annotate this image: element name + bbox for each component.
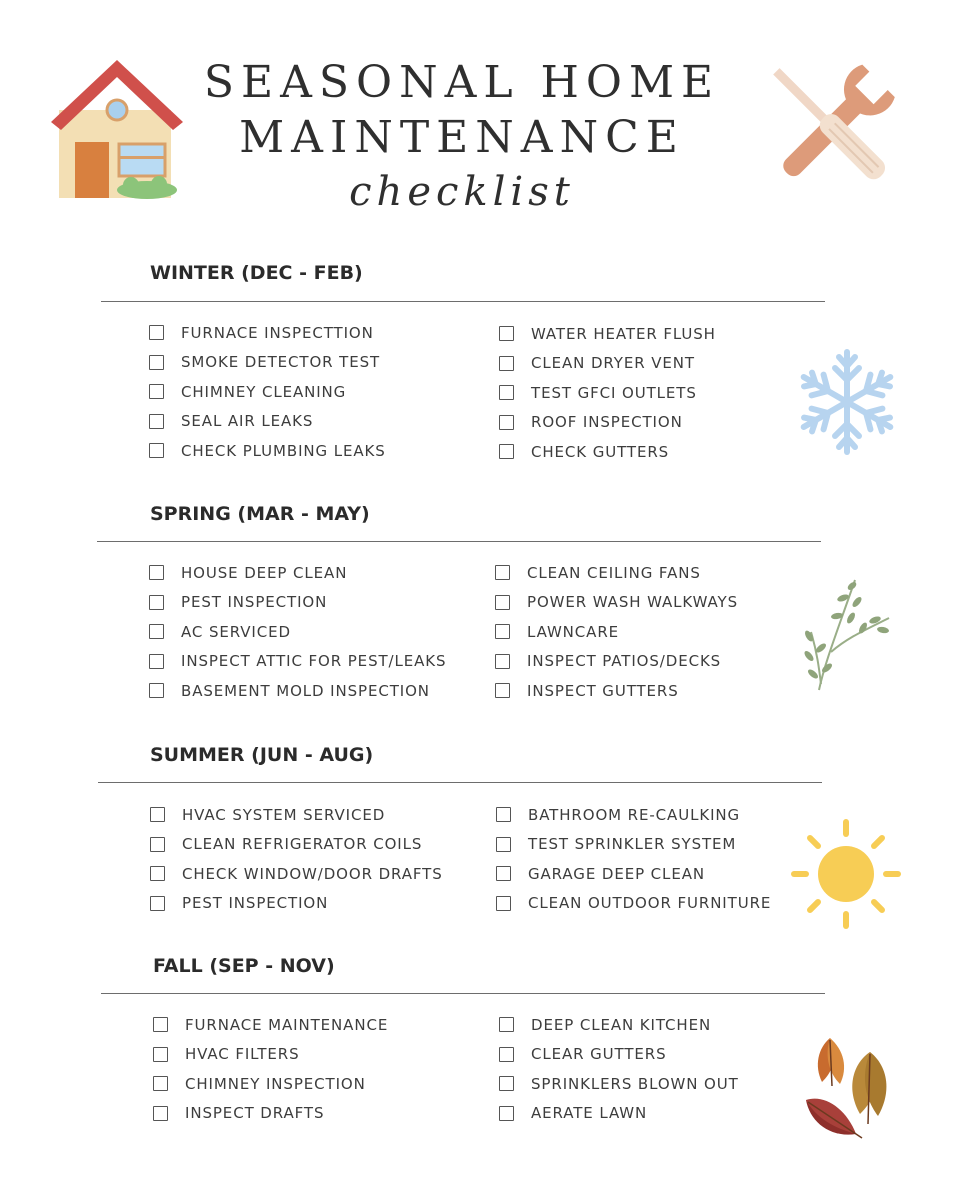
- checklist-item: [149, 407, 386, 437]
- checklist-column-left: [149, 318, 386, 466]
- checkbox[interactable]: [149, 624, 164, 639]
- item-label: CLEAN REFRIGERATOR COILS: [182, 835, 423, 854]
- checklist-item: [495, 676, 738, 706]
- item-label: CHECK GUTTERS: [531, 442, 670, 461]
- checkbox[interactable]: [499, 1106, 514, 1121]
- section-divider: [98, 782, 822, 783]
- checklist-item: [499, 349, 716, 379]
- snowflake-icon: [797, 347, 897, 457]
- checkbox[interactable]: [495, 683, 510, 698]
- checklist-item: [149, 676, 446, 706]
- checklist-item: [149, 647, 446, 677]
- checklist-column-right: [496, 800, 771, 918]
- checkbox[interactable]: [499, 326, 514, 341]
- checkbox[interactable]: [150, 807, 165, 822]
- checkbox[interactable]: [495, 624, 510, 639]
- checklist-item: [149, 377, 386, 407]
- checkbox[interactable]: [496, 866, 511, 881]
- section-divider: [97, 541, 821, 542]
- checkbox[interactable]: [153, 1017, 168, 1032]
- checkbox[interactable]: [499, 444, 514, 459]
- checklist-column-left: [150, 800, 443, 918]
- checklist-item: [495, 558, 738, 588]
- checklist-item: [150, 800, 443, 830]
- checklist-item: [150, 889, 443, 919]
- checkbox[interactable]: [153, 1076, 168, 1091]
- item-label: INSPECT GUTTERS: [527, 681, 679, 700]
- checklist-item: [149, 588, 446, 618]
- item-label: CHIMNEY CLEANING: [181, 382, 347, 401]
- item-label: HOUSE DEEP CLEAN: [181, 563, 348, 582]
- item-label: INSPECT PATIOS/DECKS: [527, 652, 722, 671]
- item-label: BASEMENT MOLD INSPECTION: [181, 681, 430, 700]
- checklist-item: [495, 647, 738, 677]
- item-label: CLEAN DRYER VENT: [531, 354, 695, 373]
- title-subtitle: checklist: [349, 169, 575, 215]
- checkbox[interactable]: [496, 807, 511, 822]
- section-title: WINTER (DEC - FEB): [150, 262, 363, 284]
- checklist-item: [150, 830, 443, 860]
- checklist-item: [499, 408, 716, 438]
- checklist-item: [499, 1040, 739, 1070]
- checkbox[interactable]: [149, 414, 164, 429]
- item-label: HVAC FILTERS: [185, 1045, 300, 1064]
- item-label: POWER WASH WALKWAYS: [527, 593, 739, 612]
- title-line-2: MAINTENANCE: [239, 112, 685, 163]
- item-label: TEST SPRINKLER SYSTEM: [528, 835, 737, 854]
- section-title: FALL (SEP - NOV): [153, 955, 335, 977]
- checklist-item: [499, 1099, 739, 1129]
- item-label: INSPECT ATTIC FOR PEST/LEAKS: [181, 652, 447, 671]
- item-label: TEST GFCI OUTLETS: [531, 383, 697, 402]
- sun-icon: [790, 818, 902, 930]
- checklist-item: [496, 800, 771, 830]
- checklist-column-right: [499, 1010, 739, 1128]
- checkbox[interactable]: [150, 896, 165, 911]
- checkbox[interactable]: [149, 683, 164, 698]
- item-label: CHECK PLUMBING LEAKS: [181, 441, 386, 460]
- checklist-item: [496, 830, 771, 860]
- section-title: SPRING (MAR - MAY): [150, 503, 370, 525]
- item-label: SMOKE DETECTOR TEST: [181, 353, 381, 372]
- checklist-item: [499, 1069, 739, 1099]
- item-label: SPRINKLERS BLOWN OUT: [531, 1074, 739, 1093]
- checklist-item: [496, 889, 771, 919]
- checkbox[interactable]: [499, 1076, 514, 1091]
- checkbox[interactable]: [149, 595, 164, 610]
- section-title: SUMMER (JUN - AUG): [150, 744, 374, 766]
- checkbox[interactable]: [153, 1106, 168, 1121]
- checkbox[interactable]: [149, 355, 164, 370]
- checkbox[interactable]: [499, 1017, 514, 1032]
- checklist-item: [153, 1040, 388, 1070]
- checklist-column-right: [499, 319, 716, 467]
- item-label: AC SERVICED: [181, 622, 291, 641]
- checkbox[interactable]: [149, 565, 164, 580]
- leaf-sprig-icon: [797, 572, 897, 697]
- checkbox[interactable]: [499, 356, 514, 371]
- item-label: DEEP CLEAN KITCHEN: [531, 1015, 712, 1034]
- checkbox[interactable]: [149, 384, 164, 399]
- checkbox[interactable]: [149, 443, 164, 458]
- checkbox[interactable]: [496, 837, 511, 852]
- item-label: PEST INSPECTION: [181, 593, 328, 612]
- checkbox[interactable]: [495, 565, 510, 580]
- checklist-item: [150, 859, 443, 889]
- checkbox[interactable]: [150, 866, 165, 881]
- checklist-item: [496, 859, 771, 889]
- checklist-item: [499, 437, 716, 467]
- checklist-column-left: [153, 1010, 388, 1128]
- checkbox[interactable]: [495, 654, 510, 669]
- item-label: PEST INSPECTION: [182, 894, 329, 913]
- item-label: FURNACE INSPECTTION: [181, 323, 374, 342]
- checklist-item: [153, 1099, 388, 1129]
- checklist-item: [149, 436, 386, 466]
- checklist-item: [495, 588, 738, 618]
- item-label: CLEAN OUTDOOR FURNITURE: [528, 894, 772, 913]
- checkbox[interactable]: [153, 1047, 168, 1062]
- checkbox[interactable]: [149, 654, 164, 669]
- checklist-item: [153, 1010, 388, 1040]
- item-label: CHIMNEY INSPECTION: [185, 1074, 366, 1093]
- checkbox[interactable]: [499, 385, 514, 400]
- item-label: AERATE LAWN: [531, 1104, 648, 1123]
- title-line-1: SEASONAL HOME: [203, 57, 721, 108]
- checklist-item: [149, 558, 446, 588]
- checklist-item: [149, 348, 386, 378]
- checklist-column-right: [495, 558, 738, 706]
- checklist-column-left: [149, 558, 446, 706]
- checkbox[interactable]: [149, 325, 164, 340]
- item-label: FURNACE MAINTENANCE: [185, 1015, 389, 1034]
- checklist-item: [499, 378, 716, 408]
- checkbox[interactable]: [496, 896, 511, 911]
- section-divider: [101, 301, 825, 302]
- item-label: GARAGE DEEP CLEAN: [528, 864, 705, 883]
- item-label: SEAL AIR LEAKS: [181, 412, 314, 431]
- item-label: CHECK WINDOW/DOOR DRAFTS: [182, 864, 443, 883]
- item-label: CLEAR GUTTERS: [531, 1045, 667, 1064]
- item-label: BATHROOM RE-CAULKING: [528, 805, 741, 824]
- checklist-item: [149, 617, 446, 647]
- checkbox[interactable]: [499, 415, 514, 430]
- checklist-item: [495, 617, 738, 647]
- item-label: WATER HEATER FLUSH: [531, 324, 716, 343]
- checkbox[interactable]: [150, 837, 165, 852]
- section-divider: [101, 993, 825, 994]
- checkbox[interactable]: [495, 595, 510, 610]
- item-label: INSPECT DRAFTS: [185, 1104, 325, 1123]
- checklist-item: [499, 319, 716, 349]
- item-label: HVAC SYSTEM SERVICED: [182, 805, 386, 824]
- autumn-leaves-icon: [800, 1030, 900, 1145]
- checklist-item: [499, 1010, 739, 1040]
- item-label: ROOF INSPECTION: [531, 413, 683, 432]
- item-label: CLEAN CEILING FANS: [527, 563, 701, 582]
- checkbox[interactable]: [499, 1047, 514, 1062]
- checklist-item: [149, 318, 386, 348]
- item-label: LAWNCARE: [527, 622, 620, 641]
- checklist-item: [153, 1069, 388, 1099]
